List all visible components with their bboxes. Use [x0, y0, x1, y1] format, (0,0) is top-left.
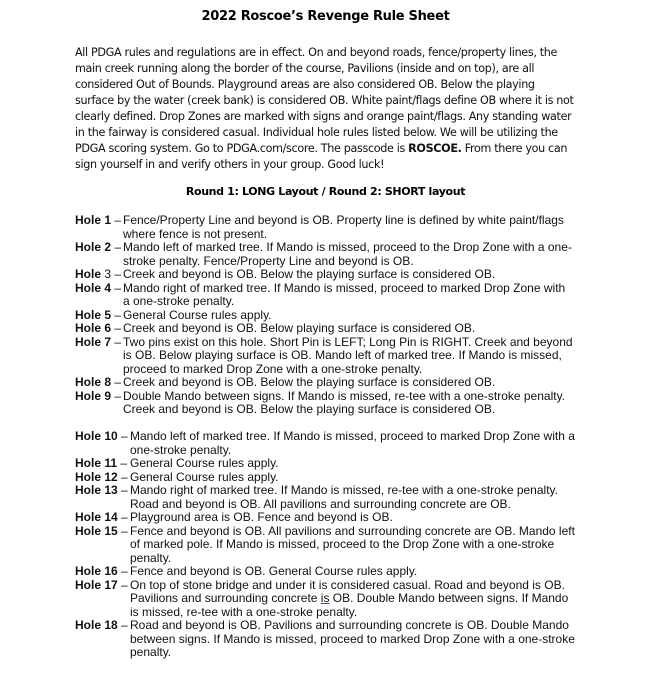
- hole-rule-12: [75, 471, 575, 485]
- hole-label: Hole 3 –: [75, 267, 122, 281]
- hole-rule-text: On top of stone bridge and under it is considered casual. Road and beyond is OB. Pavilions and surrounding concrete is OB. Double Mando between signs. If Mando is missed, re-tee with a one-stroke penalty.: [130, 577, 569, 619]
- intro-text-1: All PDGA rules and regulations are in effect. On and beyond roads, fence/property lines, the main creek running along the border of the course, Pavilions (inside and on top), are all considered Out of Bounds. Playground areas are also considered OB. Below the playing surface by the water (creek bank) is considered OB. White paint/flags define OB where it is not clearly defined. Drop Zones are marked with signs and orange paint/flags. Any standing water in the fairway is considered casual. Individual hole rules listed below. We will be utilizing the PDGA scoring system. Go to PDGA.com/score. The passcode is: [75, 46, 574, 155]
- grammar-flagged-word[interactable]: is: [320, 591, 330, 605]
- hole-rule-13: [75, 484, 575, 511]
- hole-rule-17: [75, 579, 575, 620]
- hole-rule-9: [75, 390, 575, 417]
- hole-rule-text: Two pins exist on this hole. Short Pin is LEFT; Long Pin is RIGHT. Creek and beyond is OB. Below playing surface is OB. Mando left of marked tree. If Mando is missed, proceed to marked Drop Zone with a one-stroke penalty.: [123, 334, 573, 376]
- hole-rule-text: Creek and beyond is OB. Below the playing surface is considered OB.: [123, 267, 496, 281]
- intro-text-2: From there you can sign yourself in and verify others in your group. Good luck!: [75, 142, 568, 171]
- hole-rule-text: Mando right of marked tree. If Mando is missed, proceed to marked Drop Zone with a one-stroke penalty.: [123, 280, 566, 308]
- hole-label: Hole 7 –: [75, 334, 122, 349]
- hole-rule-text: Mando left of marked tree. If Mando is missed, proceed to the Drop Zone with a one-stroke penalty. Fence/Property Line and beyond is OB.: [123, 240, 572, 268]
- hole-rule-6: [75, 322, 575, 336]
- hole-label: Hole 10 –: [75, 429, 128, 443]
- hole-label: Hole 12 –: [75, 469, 128, 484]
- hole-rule-text: General Course rules apply.: [130, 456, 279, 470]
- hole-label: Hole 11 –: [75, 456, 128, 470]
- hole-rule-text: General Course rules apply.: [123, 307, 272, 322]
- hole-rule-10: [75, 430, 575, 457]
- intro-paragraph: [75, 45, 575, 173]
- hole-rule-text: Road and beyond is OB. Pavilions and surrounding concrete is OB. Double Mando between signs. If Mando is missed, proceed to marked Drop Zone with a one-stroke penalty.: [130, 618, 575, 659]
- hole-rule-text: Mando left of marked tree. If Mando is missed, proceed to marked Drop Zone with a one-stroke penalty.: [130, 429, 575, 457]
- hole-label: Hole 9 –: [75, 388, 122, 403]
- hole-label: Hole 18 –: [75, 618, 128, 632]
- hole-rule-14: [75, 511, 575, 525]
- hole-label: Hole 2 –: [75, 240, 122, 254]
- hole-rule-4: [75, 282, 575, 309]
- hole-label: Hole 8 –: [75, 375, 122, 389]
- hole-rule-text: General Course rules apply.: [130, 469, 279, 484]
- hole-rules-list: [75, 214, 575, 660]
- hole-rule-18: [75, 619, 575, 660]
- hole-label: Hole 1 –: [75, 213, 122, 227]
- passcode: ROSCOE.: [408, 142, 462, 155]
- hole-label: Hole 6 –: [75, 321, 122, 335]
- hole-rule-text: Playground area is OB. Fence and beyond is OB.: [130, 510, 393, 524]
- hole-rule-3: [75, 268, 575, 282]
- hole-label: Hole 15 –: [75, 523, 128, 538]
- hole-label: Hole 4 –: [75, 280, 122, 295]
- hole-rule-15: [75, 525, 575, 566]
- hole-rule-16: [75, 565, 575, 579]
- round-layout-heading: Round 1: LONG Layout / Round 2: SHORT layout: [185, 185, 466, 198]
- hole-rule-text: Fence/Property Line and beyond is OB. Property line is defined by white paint/flags where fence is not present.: [123, 213, 564, 241]
- hole-rule-text: Double Mando between signs. If Mando is missed, re-tee with a one-stroke penalty. Creek and beyond is OB. Below the playing surface is considered OB.: [123, 388, 566, 416]
- section-spacer: [75, 417, 575, 431]
- hole-label: Hole 5 –: [75, 307, 122, 322]
- hole-label: Hole 14 –: [75, 510, 128, 524]
- hole-rule-text: Creek and beyond is OB. Below playing surface is considered OB.: [123, 321, 476, 335]
- hole-label: Hole 13 –: [75, 483, 128, 497]
- hole-rule-5: [75, 309, 575, 323]
- hole-rule-7: [75, 336, 575, 377]
- document-title: 2022 Roscoe’s Revenge Rule Sheet: [201, 9, 450, 24]
- hole-rule-2: [75, 241, 575, 268]
- hole-rule-text: Fence and beyond is OB. General Course rules apply.: [130, 564, 418, 578]
- hole-label: Hole 17 –: [75, 577, 128, 592]
- hole-rule-text: Fence and beyond is OB. All pavilions and surrounding concrete are OB. Mando left of marked pole. If Mando is missed, proceed to the Drop Zone with a one-stroke penalty.: [130, 523, 575, 565]
- hole-rule-11: [75, 457, 575, 471]
- hole-rule-8: [75, 376, 575, 390]
- hole-label: Hole 16 –: [75, 564, 128, 578]
- hole-rule-1: [75, 214, 575, 241]
- hole-rule-text: Creek and beyond is OB. Below the playing surface is considered OB.: [123, 375, 496, 389]
- hole-rule-text: Mando right of marked tree. If Mando is missed, re-tee with a one-stroke penalty. Road and beyond is OB. All pavilions and surrounding concrete are OB.: [130, 483, 558, 511]
